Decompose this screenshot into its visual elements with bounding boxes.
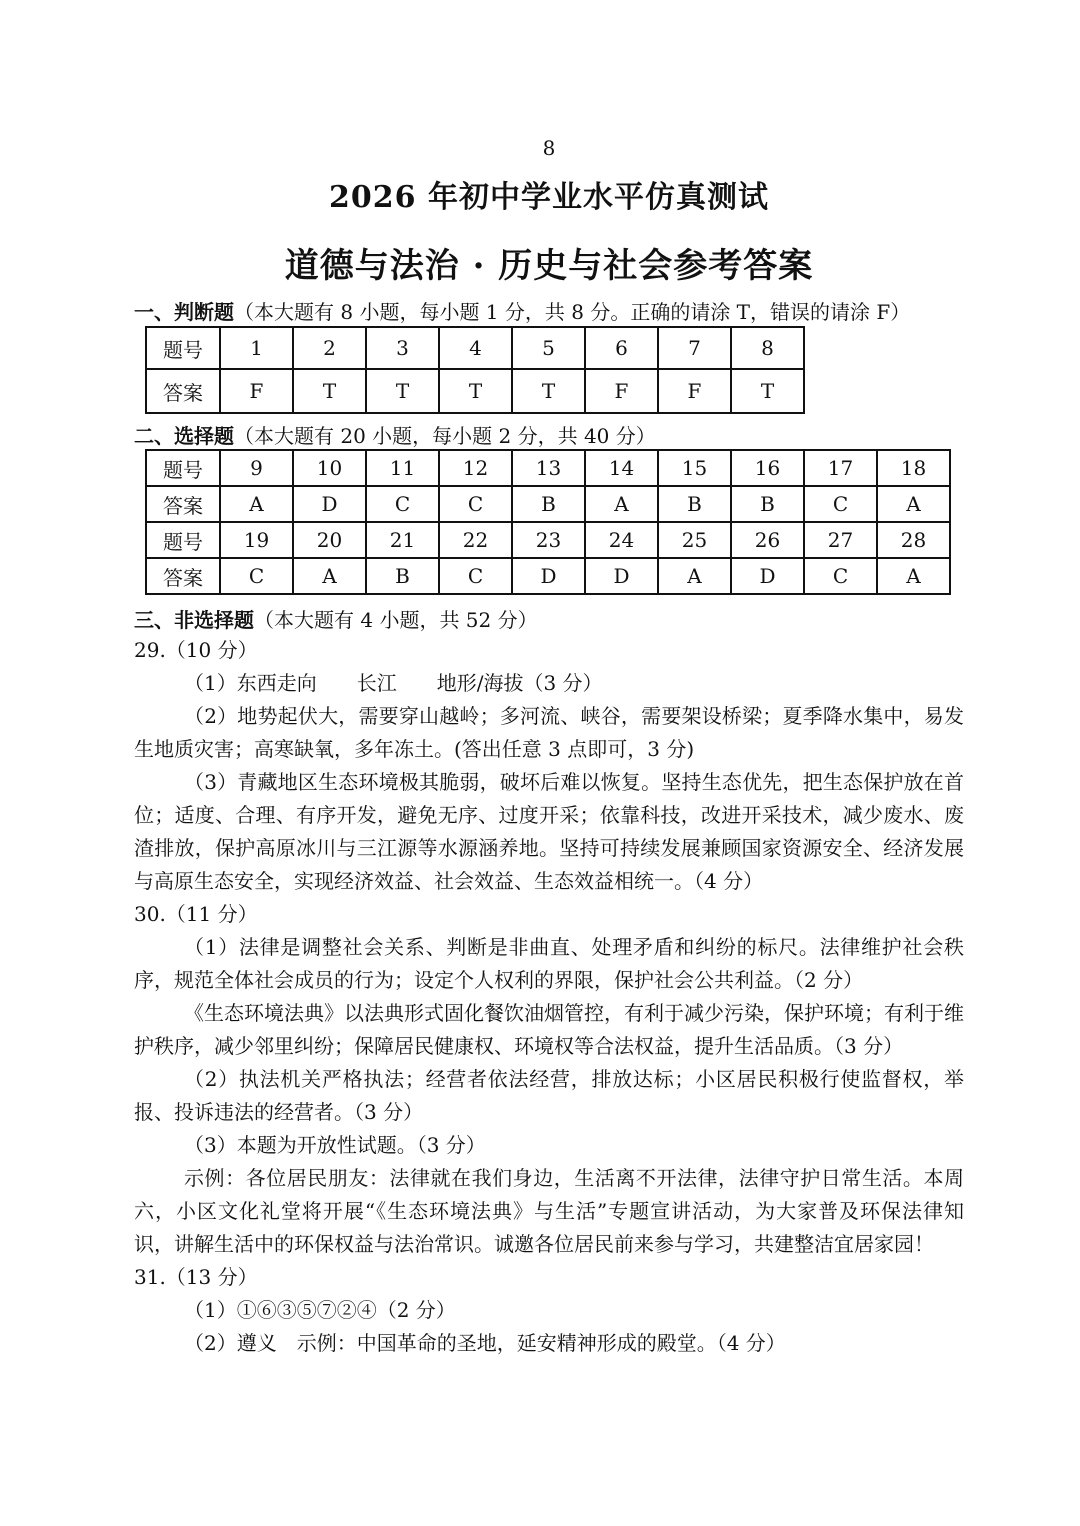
answer-cell: F [220, 369, 293, 413]
q30-answer-1: （1）法律是调整社会关系、判断是非曲直、处理矛盾和纠纷的标尺。法律维护社会秩序，规范全体社会成员的行为；设定个人权利的界限，保护社会公共利益。（2 分） [134, 935, 964, 992]
q30-answer-1b: 《生态环境法典》以法典形式固化餐饮油烟管控，有利于减少污染，保护环境；有利于维护秩序，减少邻里纠纷；保障居民健康权、环境权等合法权益，提升生活品质。（3 分） [134, 1001, 964, 1058]
answer-cell: C [366, 486, 439, 522]
question-number: 16 [731, 450, 804, 486]
question-number: 23 [512, 522, 585, 558]
section1-question-row [146, 327, 804, 369]
section1-heading: 一、判断题 [134, 300, 234, 324]
answer-cell: A [293, 558, 366, 594]
question-number: 28 [877, 522, 950, 558]
page-title: 2026 年初中学业水平仿真测试 [329, 180, 769, 215]
question-number: 5 [512, 327, 585, 369]
section3-heading: 三、非选择题 [134, 608, 254, 632]
question-number: 8 [731, 327, 804, 369]
question-number: 18 [877, 450, 950, 486]
question-number: 12 [439, 450, 512, 486]
answer-cell: B [366, 558, 439, 594]
answer-cell: A [220, 486, 293, 522]
answer-cell: B [658, 486, 731, 522]
answer-cell: T [439, 369, 512, 413]
answer-cell: F [585, 369, 658, 413]
section2-heading-line [134, 420, 656, 449]
answer-cell: A [585, 486, 658, 522]
section2-question-row [146, 522, 950, 558]
section2-answer-table [145, 449, 951, 595]
question-number: 26 [731, 522, 804, 558]
row-label-question: 题号 [146, 522, 220, 558]
answer-cell: D [512, 558, 585, 594]
question-number: 15 [658, 450, 731, 486]
row-label-answer: 答案 [146, 558, 220, 594]
question-number: 14 [585, 450, 658, 486]
q31-answer-1: （1）①⑥③⑤⑦②④（2 分） [184, 1298, 456, 1322]
question-number: 22 [439, 522, 512, 558]
row-label-answer: 答案 [146, 486, 220, 522]
q30-answer-2: （2）执法机关严格执法；经营者依法经营，排放达标；小区居民积极行使监督权，举报、投诉违法的经营者。（3 分） [134, 1067, 964, 1124]
q29-answer-3: （3）青藏地区生态环境极其脆弱，破坏后难以恢复。坚持生态优先，把生态保护放在首位；适度、合理、有序开发，避免无序、过度开采；依靠科技，改进开采技术，减少废水、废渣排放，保护高原冰川与三江源等水源涵养地。坚持可持续发展兼顾国家资源安全、经济发展与高原生态安全，实现经济效益、社会效益、生态效益相统一。（4 分） [134, 770, 964, 893]
section1-note: （本大题有 8 小题，每小题 1 分，共 8 分。正确的请涂 T，错误的请涂 F） [234, 300, 911, 324]
answer-cell: T [512, 369, 585, 413]
question-number: 2 [293, 327, 366, 369]
section2-answer-row [146, 486, 950, 522]
answer-cell: T [366, 369, 439, 413]
q31-answer-2: （2）遵义 示例：中国革命的圣地，延安精神形成的殿堂。（4 分） [184, 1331, 786, 1355]
question-number: 19 [220, 522, 293, 558]
answer-cell: B [512, 486, 585, 522]
row-label-question: 题号 [146, 327, 220, 369]
q29-answer-1: （1）东西走向 长江 地形/海拔（3 分） [184, 671, 603, 695]
answer-cell: A [877, 486, 950, 522]
section2-question-row [146, 450, 950, 486]
section1-heading-line [134, 296, 910, 325]
q30-answer-3: （3）本题为开放性试题。（3 分） [184, 1133, 486, 1157]
answer-cell: D [731, 558, 804, 594]
question-number: 20 [293, 522, 366, 558]
row-label-question: 题号 [146, 450, 220, 486]
answer-cell: C [439, 486, 512, 522]
question-number: 10 [293, 450, 366, 486]
page-subtitle: 道德与法治 · 历史与社会参考答案 [284, 246, 814, 286]
answer-cell: D [293, 486, 366, 522]
page-number: 8 [542, 136, 556, 160]
answer-cell: C [220, 558, 293, 594]
answer-cell: F [658, 369, 731, 413]
q30-answer-3-example: 示例：各位居民朋友：法律就在我们身边，生活离不开法律，法律守护日常生活。本周六，小区文化礼堂将开展“《生态环境法典》与生活”专题宣讲活动，为大家普及环保法律知识，讲解生活中的环保权益与法治常识。诚邀各位居民前来参与学习，共建整洁宜居家园！ [134, 1166, 964, 1256]
q29-header: 29.（10 分） [134, 638, 258, 662]
q31-header: 31.（13 分） [134, 1265, 258, 1289]
section1-answer-row [146, 369, 804, 413]
question-number: 3 [366, 327, 439, 369]
section3-heading-line [134, 604, 538, 633]
answer-cell: C [804, 486, 877, 522]
question-number: 1 [220, 327, 293, 369]
answer-cell: T [293, 369, 366, 413]
question-number: 27 [804, 522, 877, 558]
q30-header: 30.（11 分） [134, 902, 258, 926]
question-number: 25 [658, 522, 731, 558]
section2-note: （本大题有 20 小题，每小题 2 分，共 40 分） [234, 424, 656, 448]
answer-cell: A [658, 558, 731, 594]
question-number: 9 [220, 450, 293, 486]
answer-cell: C [804, 558, 877, 594]
q29-answer-2: （2）地势起伏大，需要穿山越岭；多河流、峡谷，需要架设桥梁；夏季降水集中，易发生地质灾害；高寒缺氧，多年冻土。(答出任意 3 点即可，3 分) [134, 704, 964, 761]
row-label-answer: 答案 [146, 369, 220, 413]
question-number: 24 [585, 522, 658, 558]
answer-cell: T [731, 369, 804, 413]
question-number: 6 [585, 327, 658, 369]
section1-answer-table [145, 326, 805, 414]
question-number: 4 [439, 327, 512, 369]
question-number: 17 [804, 450, 877, 486]
section3-note: （本大题有 4 小题，共 52 分） [254, 608, 538, 632]
section2-answer-row [146, 558, 950, 594]
answer-cell: D [585, 558, 658, 594]
question-number: 21 [366, 522, 439, 558]
answer-cell: A [877, 558, 950, 594]
answer-cell: C [439, 558, 512, 594]
answer-cell: B [731, 486, 804, 522]
question-number: 7 [658, 327, 731, 369]
question-number: 11 [366, 450, 439, 486]
section2-heading: 二、选择题 [134, 424, 234, 448]
question-number: 13 [512, 450, 585, 486]
